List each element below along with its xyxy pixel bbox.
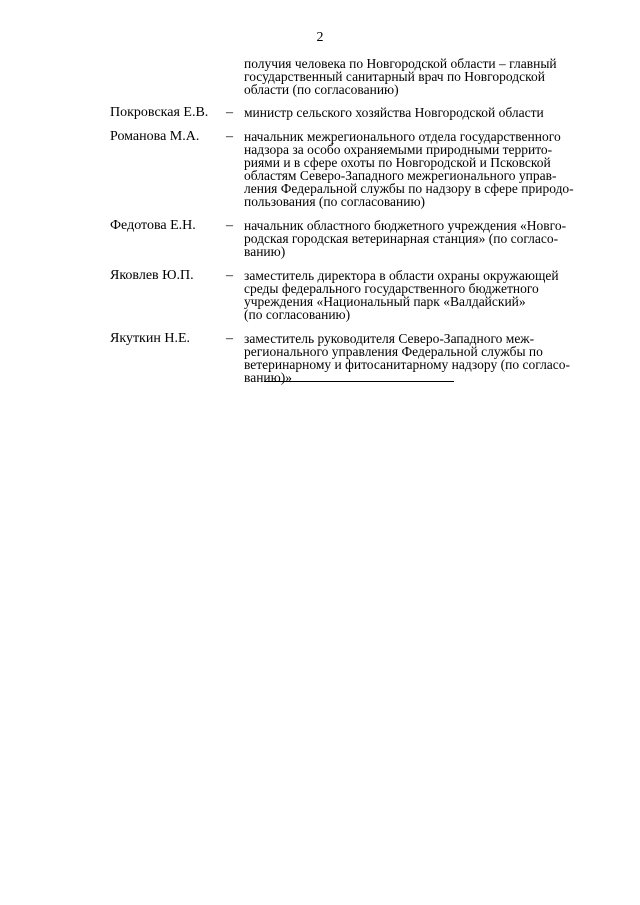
member-name: Яковлев Ю.П.	[110, 268, 194, 283]
continued-description: получия человека по Новгородской области – главный государственный санитарный врач по Новгородской области (по согласованию)	[244, 56, 557, 97]
member-row	[110, 130, 590, 208]
page-number: 2	[316, 30, 324, 45]
member-description: начальник областного бюджетного учреждения «Новго- родская городская ветеринарная станция» (по согласо- ванию)	[244, 218, 567, 259]
member-name: Федотова Е.Н.	[110, 218, 196, 233]
closing-rule-divider	[264, 381, 454, 382]
member-name: Покровская Е.В.	[110, 105, 209, 120]
member-row	[110, 219, 590, 258]
member-description: министр сельского хозяйства Новгородской области	[244, 105, 544, 120]
member-dash: –	[226, 331, 233, 346]
member-dash: –	[226, 105, 233, 120]
member-row	[110, 332, 590, 384]
member-dash: –	[226, 268, 233, 283]
member-description: начальник межрегионального отдела государственного надзора за особо охраняемыми природными террито- риями и в сфере охоты по Новгородской и Псковской областям Северо-Западного межрегионального управ- ления Федеральной службы по надзору в сфере природо- пользования (по согласованию)	[244, 129, 574, 209]
member-name: Якуткин Н.Е.	[110, 331, 191, 346]
member-description: заместитель руководителя Северо-Западного меж- регионального управления Федеральной службы по ветеринарному и фитосанитарному надзору (по согласо- ванию)»	[244, 331, 571, 385]
member-dash: –	[226, 218, 233, 233]
member-row	[110, 269, 590, 321]
member-dash: –	[226, 129, 233, 144]
member-description: заместитель директора в области охраны окружающей среды федерального государственного бюджетного учреждения «Национальный парк «Валдайский» (по согласованию)	[244, 268, 559, 322]
member-row	[110, 106, 590, 119]
commission-member-list	[110, 57, 590, 395]
member-name: Романова М.А.	[110, 129, 200, 144]
